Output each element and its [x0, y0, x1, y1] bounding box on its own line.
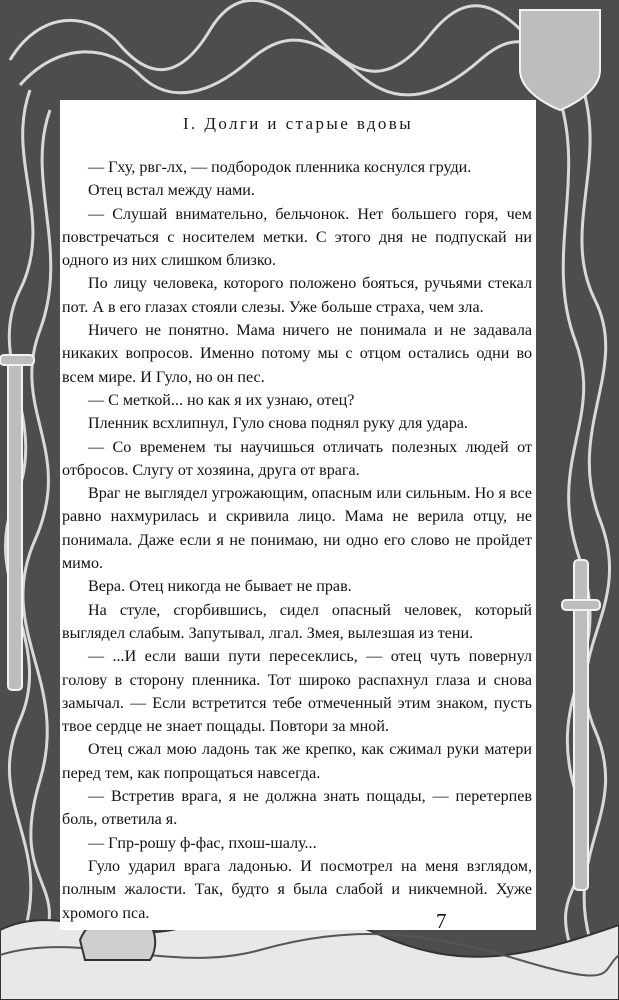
- paragraph: Враг не выглядел угрожающим, опасным или сильным. Но я все равно нахмурилась и скривила лицо. Мама не верила отцу, не понимала. Даже если я не понимаю, ни одно его слово не пройдет мимо.: [62, 485, 532, 573]
- paragraph: На стуле, сгорбившись, сидел опасный человек, который выглядел слабым. Запутывал, лгал. Змея, вылезшая из тени.: [62, 601, 532, 642]
- page-number: 7: [436, 909, 447, 933]
- paragraph: — Гху, рвг-лх, — подбородок пленника коснулся груди.: [88, 159, 472, 176]
- paragraph: — Встретив врага, я не должна знать пощады, — перетерпев боль, ответила я.: [62, 788, 532, 829]
- paragraph: — С меткой... но как я их узнаю, отец?: [88, 391, 355, 409]
- paragraph: — ...И если ваши пути пересеклись, — отец чуть повернул голову в сторону пленника. Тот широко распахнул глаза и снова замычал. — Если встретится тебе отмеченный этим знаком, пусть твое сердце не знает пощады. Повтори за мной.: [62, 648, 532, 736]
- body-text: [62, 156, 532, 925]
- paragraph: Гуло ударил врага ладонью. И посмотрел на меня взглядом, полным жалости. Так, будто я была слабой и никчемной. Хуже хромого пса.: [62, 857, 532, 922]
- paragraph: Вера. Отец никогда не бывает не прав.: [88, 578, 352, 596]
- paragraph: По лицу человека, которого положено бояться, ручьями стекал пот. А в его глазах стояли слезы. Уже больше страха, чем зла.: [62, 275, 532, 316]
- paragraph: Отец сжал мою ладонь так же крепко, как сжимал руки матери перед тем, как попрощаться навсегда.: [62, 741, 532, 782]
- paragraph: — Слушай внимательно, бельчонок. Нет большего горя, чем повстречаться с носителем метки. С этого дня не подпускай ни одного из них слишком близко.: [62, 205, 532, 270]
- paragraph: — Гпр-рошу ф-фас, пхош-шалу...: [88, 834, 317, 852]
- paragraph: — Со временем ты научишься отличать полезных людей от отбросов. Слугу от хозяина, друга от врага.: [62, 438, 532, 479]
- chapter-header: I. Долги и старые вдовы: [182, 114, 414, 133]
- paragraph: Отец встал между нами.: [88, 182, 255, 200]
- paragraph: Ничего не понятно. Мама ничего не понимала и не задавала никаких вопросов. Именно потому мы с отцом остались одни во всем мире. И Гуло, но он пес.: [62, 322, 532, 386]
- paragraph: Пленник всхлипнул, Гуло снова поднял руку для удара.: [88, 415, 468, 433]
